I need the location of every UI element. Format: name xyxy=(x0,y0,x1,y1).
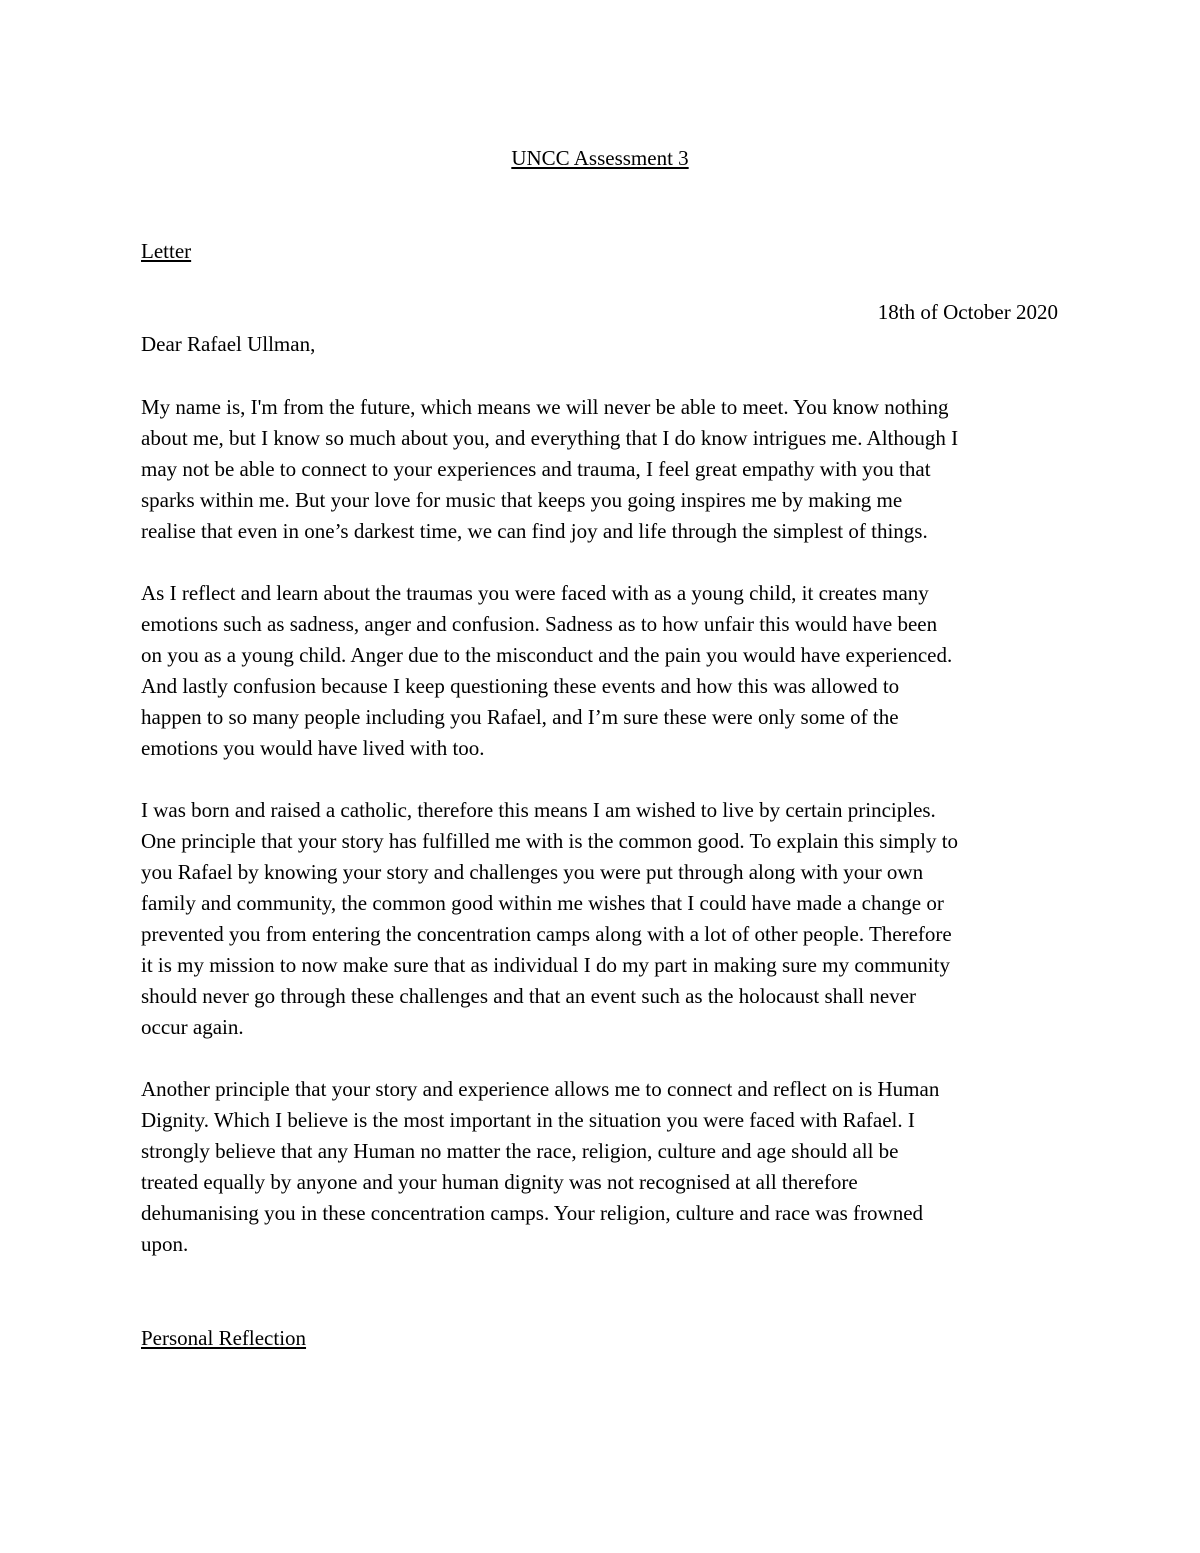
paragraph-line: emotions such as sadness, anger and confusion. Sadness as to how unfair this would have been xyxy=(141,612,938,636)
paragraph-line: realise that even in one’s darkest time, we can find joy and life through the simplest of things. xyxy=(141,519,928,543)
paragraph-line: emotions you would have lived with too. xyxy=(141,736,485,760)
paragraph-line: strongly believe that any Human no matter the race, religion, culture and age should all be xyxy=(141,1139,899,1163)
paragraph-line: happen to so many people including you Rafael, and I’m sure these were only some of the xyxy=(141,705,899,729)
paragraph-line: family and community, the common good within me wishes that I could have made a change or xyxy=(141,891,944,915)
paragraph-line: you Rafael by knowing your story and challenges you were put through along with your own xyxy=(141,860,924,884)
paragraph-line: Another principle that your story and experience allows me to connect and reflect on is Human xyxy=(141,1077,940,1101)
paragraph-line: dehumanising you in these concentration camps. Your religion, culture and race was frowned xyxy=(141,1201,924,1225)
paragraph-line: occur again. xyxy=(141,1015,244,1039)
paragraph-line: may not be able to connect to your experiences and trauma, I feel great empathy with you that xyxy=(141,457,931,481)
letter-date: 18th of October 2020 xyxy=(877,300,1058,324)
letter-salutation: Dear Rafael Ullman, xyxy=(141,332,316,356)
paragraph-line: should never go through these challenges and that an event such as the holocaust shall never xyxy=(141,984,917,1008)
paragraph-line: Dignity. Which I believe is the most important in the situation you were faced with Rafael. I xyxy=(141,1108,915,1132)
paragraph-line: prevented you from entering the concentration camps along with a lot of other people. Therefore xyxy=(141,922,952,946)
paragraph-4 xyxy=(141,1074,1081,1260)
paragraph-line: on you as a young child. Anger due to the misconduct and the pain you would have experienced. xyxy=(141,643,953,667)
document-title: UNCC Assessment 3 xyxy=(511,146,689,170)
paragraph-line: upon. xyxy=(141,1232,189,1256)
paragraph-line: As I reflect and learn about the traumas you were faced with as a young child, it creates many xyxy=(141,581,929,605)
paragraph-line: it is my mission to now make sure that as individual I do my part in making sure my community xyxy=(141,953,950,977)
paragraph-line: And lastly confusion because I keep questioning these events and how this was allowed to xyxy=(141,674,900,698)
section-heading-letter: Letter xyxy=(141,239,192,263)
paragraph-line: One principle that your story has fulfilled me with is the common good. To explain this simply to xyxy=(141,829,959,853)
paragraph-line: sparks within me. But your love for music that keeps you going inspires me by making me xyxy=(141,488,903,512)
paragraph-line: I was born and raised a catholic, therefore this means I am wished to live by certain principles. xyxy=(141,798,936,822)
paragraph-line: treated equally by anyone and your human dignity was not recognised at all therefore xyxy=(141,1170,858,1194)
paragraph-line: My name is, I'm from the future, which means we will never be able to meet. You know nothing xyxy=(141,395,949,419)
paragraph-3 xyxy=(141,795,1081,1043)
paragraph-line: about me, but I know so much about you, and everything that I do know intrigues me. Although I xyxy=(141,426,959,450)
section-heading-personal-reflection: Personal Reflection xyxy=(141,1326,307,1350)
paragraph-1 xyxy=(141,392,1081,547)
paragraph-2 xyxy=(141,578,1081,764)
